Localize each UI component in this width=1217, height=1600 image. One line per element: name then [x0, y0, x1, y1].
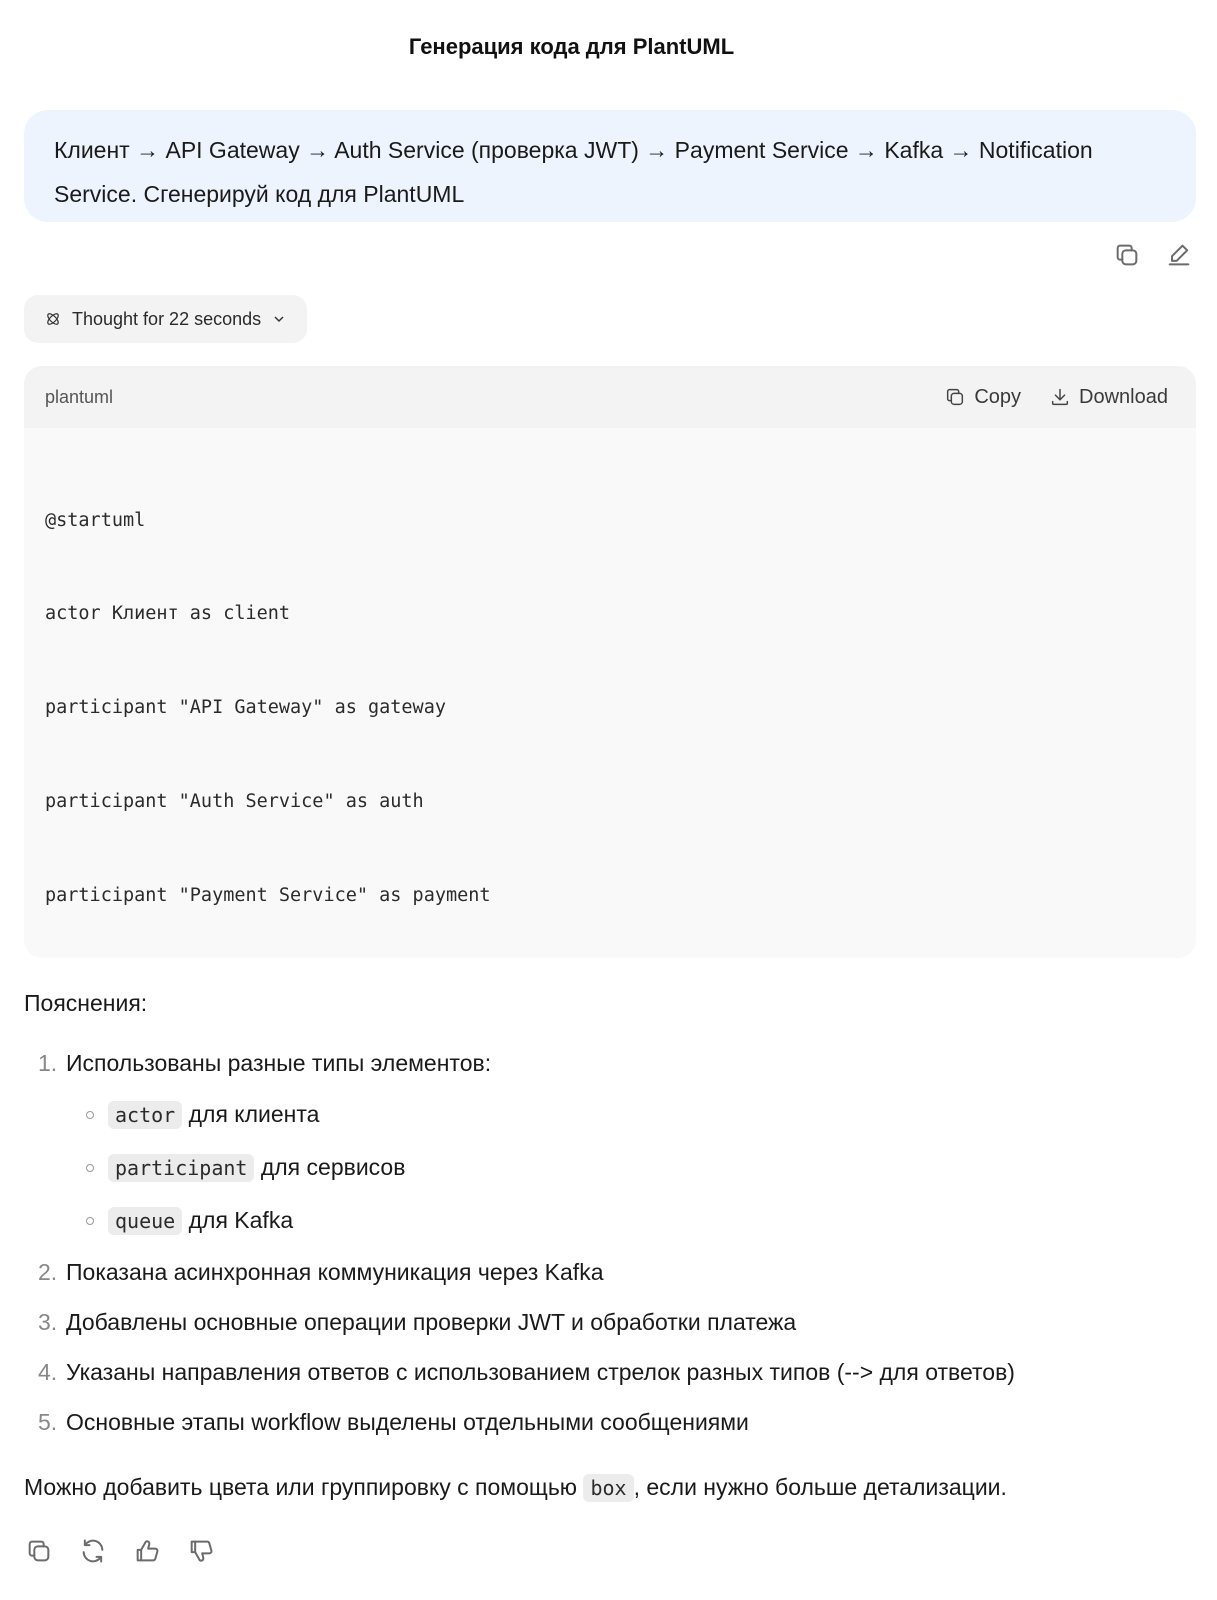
inline-code: box	[583, 1474, 633, 1502]
list-number: 5.	[38, 1409, 58, 1435]
code-language: plantuml	[45, 386, 114, 407]
code-line: participant "Payment Service" as payment	[45, 885, 491, 907]
list-number: 4.	[38, 1359, 58, 1385]
inline-code: participant	[108, 1154, 254, 1182]
page-title: Генерация кода для PlantUML	[408, 34, 735, 59]
sub-list-item	[66, 1151, 1196, 1184]
sub-list-item	[66, 1098, 1196, 1131]
copy-response-button[interactable]	[22, 1534, 56, 1568]
response-actions	[22, 1534, 218, 1568]
code-content	[24, 428, 1196, 958]
copy-message-button[interactable]	[1110, 238, 1144, 272]
list-item	[24, 1307, 1196, 1337]
closing-text	[24, 1470, 1196, 1505]
thought-toggle[interactable]	[24, 295, 307, 343]
list-item	[24, 1407, 1196, 1437]
edit-icon	[1165, 241, 1193, 269]
sub-list	[66, 1098, 1196, 1237]
copy-icon	[944, 386, 966, 408]
code-block	[24, 366, 1196, 958]
copy-code-button[interactable]	[944, 386, 1021, 409]
user-message-actions	[1110, 238, 1196, 272]
list-item	[24, 1357, 1196, 1387]
thumbs-down-button[interactable]	[184, 1534, 218, 1568]
list-item-text: Указаны направления ответов с использованием стрелок разных типов (--> для ответов)	[66, 1359, 1015, 1385]
list-item-text: Основные этапы workflow выделены отдельными сообщениями	[66, 1409, 749, 1435]
download-icon	[1049, 386, 1071, 408]
list-item	[24, 1048, 1196, 1237]
list-item-text: Использованы разные типы элементов:	[66, 1050, 492, 1076]
regenerate-button[interactable]	[76, 1534, 110, 1568]
edit-message-button[interactable]	[1162, 238, 1196, 272]
inline-code: actor	[108, 1101, 182, 1129]
thumbs-down-icon	[187, 1537, 215, 1565]
list-number: 3.	[38, 1309, 58, 1335]
code-line: actor Клиент as client	[45, 603, 291, 625]
code-line: participant "API Gateway" as gateway	[45, 697, 446, 719]
copy-code-label: Copy	[974, 385, 1022, 408]
code-line: participant "Auth Service" as auth	[45, 791, 424, 813]
chevron-down-icon	[271, 311, 287, 327]
list-item-text: Добавлены основные операции проверки JWT и обработки платежа	[66, 1309, 797, 1335]
code-header	[24, 366, 1196, 428]
thought-label: Thought for 22 seconds	[72, 308, 262, 329]
download-code-label: Download	[1079, 385, 1168, 408]
atom-icon	[44, 310, 62, 328]
thumbs-up-button[interactable]	[130, 1534, 164, 1568]
sub-list-item	[66, 1204, 1196, 1237]
code-line: @startuml	[45, 509, 146, 531]
explanation	[24, 988, 1196, 1457]
download-code-button[interactable]	[1049, 386, 1168, 409]
list-number: 1.	[38, 1050, 58, 1076]
closing-before: Можно добавить цвета или группировку с помощью	[24, 1474, 584, 1500]
copy-icon	[25, 1537, 53, 1565]
list-item-text: Показана асинхронная коммуникация через Kafka	[66, 1259, 604, 1285]
regenerate-icon	[79, 1537, 107, 1565]
explanation-list	[24, 1048, 1196, 1437]
thumbs-up-icon	[133, 1537, 161, 1565]
closing-after: , если нужно больше детализации.	[633, 1474, 1007, 1500]
inline-code: queue	[108, 1207, 182, 1235]
sub-list-text: для Kafka	[182, 1207, 294, 1233]
copy-icon	[1113, 241, 1141, 269]
list-item	[24, 1257, 1196, 1287]
user-message: Клиент → API Gateway → Auth Service (проверка JWT) → Payment Service → Kafka → Notification Service. Сгенерируй код для PlantUML	[24, 110, 1196, 222]
sub-list-text: для клиента	[182, 1101, 320, 1127]
explanation-heading: Пояснения:	[24, 990, 148, 1016]
list-number: 2.	[38, 1259, 58, 1285]
sub-list-text: для сервисов	[254, 1154, 406, 1180]
